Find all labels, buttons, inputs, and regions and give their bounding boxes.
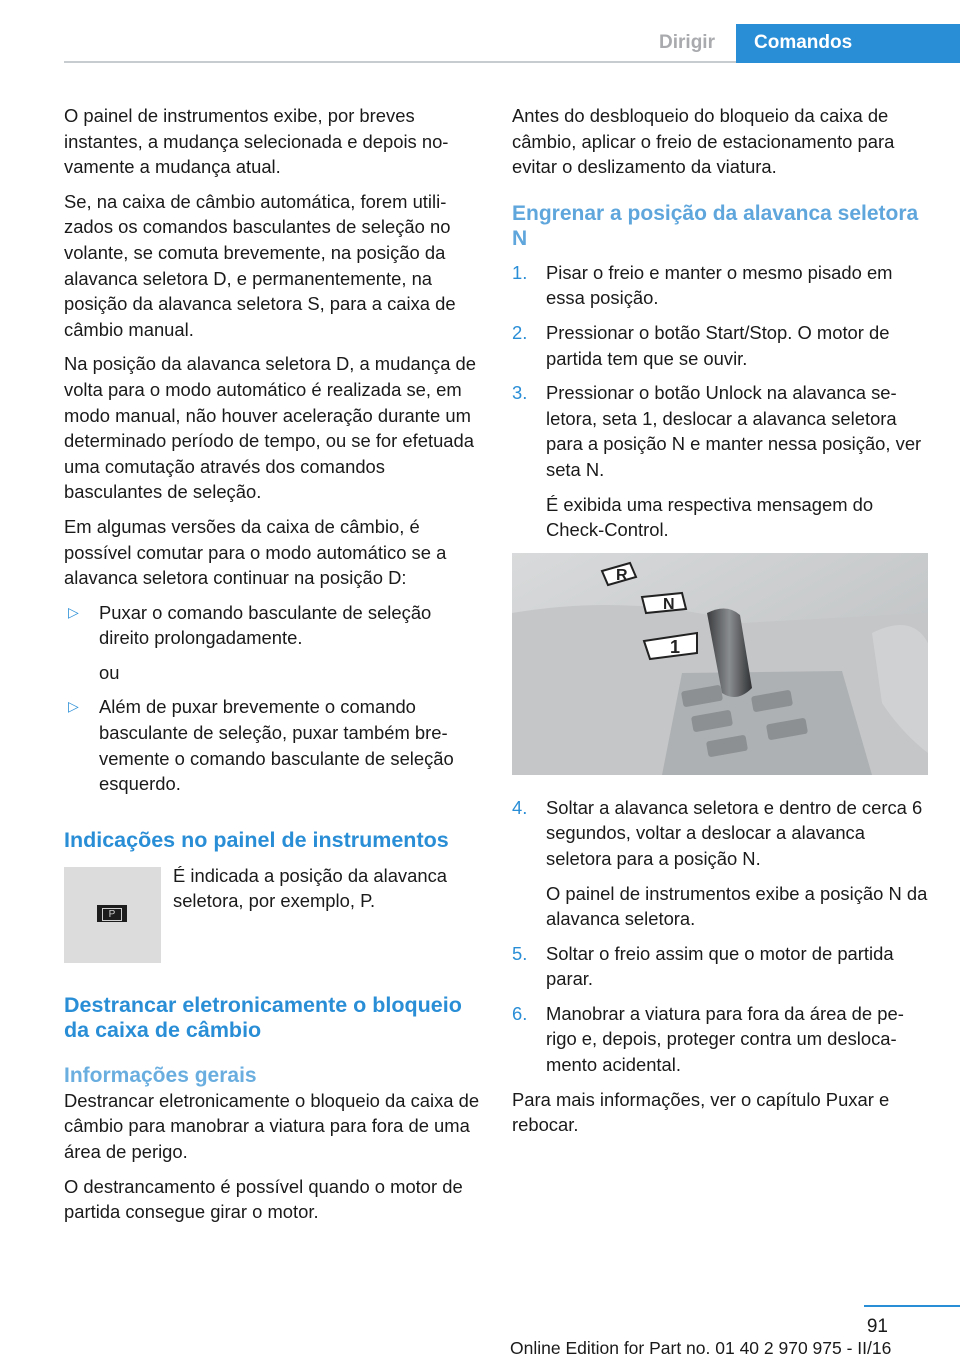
bullet-item xyxy=(64,600,480,651)
step-number: 4. xyxy=(512,796,528,818)
step-item xyxy=(512,941,928,992)
footer-edition: Online Edition for Part no. 01 40 2 970 975 - II/16 xyxy=(510,1338,892,1358)
arrow-n-label: N xyxy=(663,595,675,613)
step-number: 2. xyxy=(512,321,528,343)
gear-indicator-image xyxy=(64,867,161,963)
page-number: 91 xyxy=(866,1316,888,1337)
step-number: 3. xyxy=(512,382,528,404)
arrow-r-label: R xyxy=(616,566,628,584)
paragraph: Destrancar eletronicamente o bloqueio da caixa de câmbio para manobrar a viatura para fora de uma área de perigo. xyxy=(64,1089,480,1163)
step-text: Pisar o freio e manter o mesmo pisado em essa posição. xyxy=(546,261,893,309)
paragraph: O destrancamento é possível quando o motor de partida consegue girar o motor. xyxy=(64,1175,463,1223)
paragraph: Antes do desbloqueio do bloqueio da caixa de câmbio, aplicar o freio de estacionamento para evitar o deslizamento da viatura. xyxy=(512,105,895,178)
heading-engrenar: Engrenar a posição da alavanca seletora N xyxy=(512,201,919,250)
step-text: Soltar o freio assim que o motor de partida parar. xyxy=(546,942,894,990)
header-section-tab[interactable]: Dirigir xyxy=(659,32,715,53)
indicator-block xyxy=(64,863,480,963)
step-number: 5. xyxy=(512,942,528,964)
step-text: Pressionar o botão Unlock na alavanca seletora, seta 1, deslocar a alavanca seletora para a posição N e manter nessa posição, ver seta N. xyxy=(546,382,922,480)
bullet-text: Além de puxar brevemente o comando basculante de seleção, puxar também brevemente o comando basculante de seleção esquerdo. xyxy=(99,696,454,795)
right-column xyxy=(512,103,928,1147)
bullet-or: ou xyxy=(99,661,120,683)
gear-p-icon: P xyxy=(97,905,127,922)
triangle-bullet-icon: ▷ xyxy=(68,603,79,620)
step-note: O painel de instrumentos exibe a posição N da alavanca seletora. xyxy=(546,882,928,930)
heading-indicacoes: Indicações no painel de instrumentos xyxy=(64,827,449,852)
heading-info: Informações gerais xyxy=(64,1063,257,1087)
paragraph: O painel de instrumentos exibe, por breves instantes, a mudança selecionada e depois novamente a mudança atual. xyxy=(64,105,449,178)
step-item xyxy=(512,1001,928,1078)
bullet-text: Puxar o comando basculante de seleção direito prolongadamente. xyxy=(99,601,432,649)
left-column xyxy=(64,103,480,1234)
step-item xyxy=(512,260,928,311)
selector-lever-illustration xyxy=(512,553,928,775)
step-text: Pressionar o botão Start/Stop. O motor de partida tem que se ouvir. xyxy=(546,321,890,369)
step-item xyxy=(512,795,928,872)
step-text: Manobrar a viatura para fora da área de perigo e, depois, proteger contra um deslocamento acidental. xyxy=(546,1002,904,1076)
paragraph: Na posição da alavanca seletora D, a mudança de volta para o modo automático é realizada se, em modo manual, não houver aceleração durante um determinado período de tempo, ou se for efetuada uma comutação através dos comandos basculantes de seleção. xyxy=(64,353,477,503)
step-text: Soltar a alavanca seletora e dentro de cerca 6 segundos, voltar a deslocar a alavanca seletora para a posição N. xyxy=(546,796,923,869)
header-chapter-tab[interactable]: Comandos xyxy=(736,24,960,63)
step-number: 6. xyxy=(512,1002,528,1024)
step-item xyxy=(512,380,928,482)
paragraph: Se, na caixa de câmbio automática, forem utilizados os comandos basculantes de seleção no volante, se comuta brevemente, na posição da alavanca seletora D, e permanentemente, na posição da alavanca seletora S, para a caixa de câmbio manual. xyxy=(64,190,456,340)
arrow-1-label: 1 xyxy=(670,636,681,657)
step-item xyxy=(512,320,928,371)
indicator-text: É indicada a posição da alavanca seletora, por exemplo, P. xyxy=(173,864,448,912)
heading-destrancar: Destrancar eletronicamente o bloqueio da caixa de câmbio xyxy=(64,992,462,1042)
triangle-bullet-icon: ▷ xyxy=(68,698,79,715)
paragraph: Em algumas versões da caixa de câmbio, é possível comutar para o modo automático se a alavanca seletora continuar na posição D: xyxy=(64,515,447,589)
footer-rule xyxy=(864,1305,960,1307)
gear-selector-photo xyxy=(512,553,928,775)
paragraph: Para mais informações, ver o capítulo Puxar e rebocar. xyxy=(512,1088,890,1136)
step-note: É exibida uma respectiva mensagem do Check-Control. xyxy=(546,493,874,541)
step-number: 1. xyxy=(512,261,528,283)
bullet-item xyxy=(64,694,480,796)
